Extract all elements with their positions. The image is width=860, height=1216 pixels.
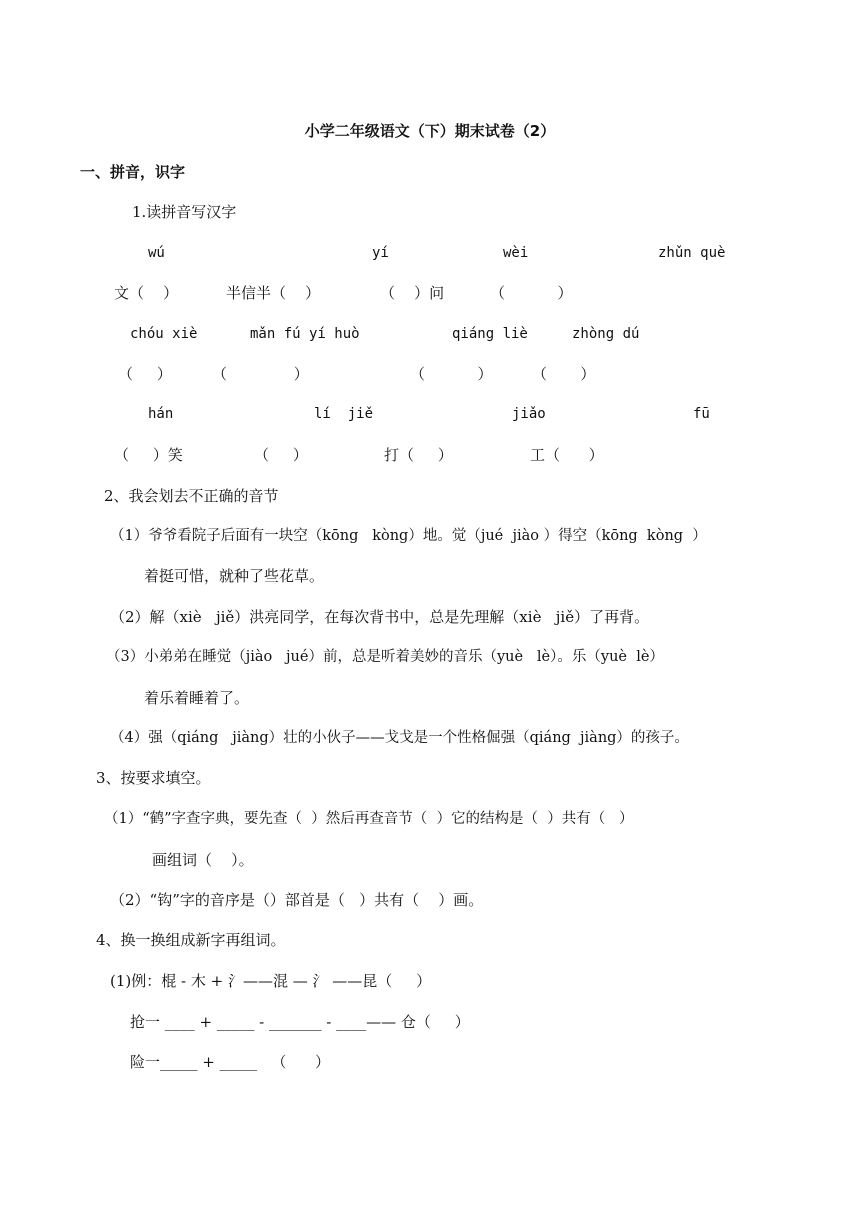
answer-blank[interactable]: （ ）	[532, 365, 596, 383]
question-line[interactable]: 险一_____ + _____ （ ）	[130, 1053, 331, 1071]
pinyin-cell: jiǎo	[512, 406, 546, 422]
question-line: 着乐着睡着了。	[144, 689, 250, 707]
answer-blank[interactable]: （ ）	[212, 365, 309, 383]
pinyin-cell: wú	[148, 245, 165, 261]
pinyin-cell: zhòng dú	[572, 326, 640, 342]
question-line: （2）解（xiè jiě）洪亮同学，在每次背书中，总是先理解（xiè jiě）了再背。	[110, 608, 650, 626]
answer-blank[interactable]: （ ）笑	[114, 446, 183, 464]
answer-blank[interactable]: 文（ ）	[114, 284, 179, 302]
question-line[interactable]: 抢一 ____ + _____ - _______ - ____—— 仓（ ）	[130, 1013, 470, 1031]
answer-blank[interactable]: 打（ ）	[384, 446, 453, 464]
exam-title: 小学二年级语文（下）期末试卷（2）	[304, 122, 556, 140]
question-line: (1)例：棍 - 木 + 氵——混 — 氵 ——昆（ ）	[110, 972, 432, 990]
question-3-label: 3、按要求填空。	[96, 769, 211, 787]
pinyin-cell: qiáng liè	[452, 326, 528, 342]
question-1-label: 1.读拼音写汉字	[132, 203, 237, 221]
pinyin-cell: mǎn fú yí huò	[250, 326, 360, 342]
answer-blank[interactable]: （ ）	[118, 365, 172, 383]
pinyin-cell: chóu xiè	[130, 326, 198, 342]
pinyin-cell: yí	[372, 245, 389, 261]
pinyin-cell: hán	[148, 406, 174, 422]
section-heading: 一、拼音，识字	[80, 163, 186, 181]
question-4-label: 4、换一换组成新字再组词。	[96, 931, 286, 949]
question-line: 着挺可惜，就种了些花草。	[144, 567, 325, 585]
answer-blank[interactable]: 工（ ）	[530, 446, 604, 464]
answer-blank[interactable]: （ ）	[254, 446, 308, 464]
answer-blank[interactable]: （ ）问	[380, 284, 445, 302]
question-line: （1）爷爷看院子后面有一块空（kōng kòng）地。觉（jué jiào ）得空（kōng kòng ）	[110, 528, 707, 544]
answer-blank[interactable]: 半信半（ ）	[226, 284, 321, 302]
question-line: （2）“钩”字的音序是（）部首是（ ）共有（ ）画。	[110, 891, 484, 909]
pinyin-cell: lí jiě	[314, 406, 374, 422]
question-line: 画组词（ ）。	[152, 851, 254, 869]
question-2-label: 2、我会划去不正确的音节	[104, 487, 279, 505]
pinyin-cell: zhǔn què	[658, 245, 726, 261]
pinyin-cell: fū	[693, 406, 710, 422]
question-line: （1）“鹤”字查字典，要先查（ ）然后再查音节（ ）它的结构是（ ）共有（ ）	[104, 811, 634, 827]
question-line: （4）强（qiáng jiàng）壮的小伙子——戈戈是一个性格倔强（qiáng jiàng）的孩子。	[110, 730, 689, 746]
pinyin-cell: wèi	[503, 245, 529, 261]
answer-blank[interactable]: （ ）	[490, 284, 573, 302]
answer-blank[interactable]: （ ）	[410, 365, 493, 383]
question-line: （3）小弟弟在睡觉（jiào jué）前，总是听着美妙的音乐（yuè lè）。乐（yuè lè）	[106, 649, 664, 665]
